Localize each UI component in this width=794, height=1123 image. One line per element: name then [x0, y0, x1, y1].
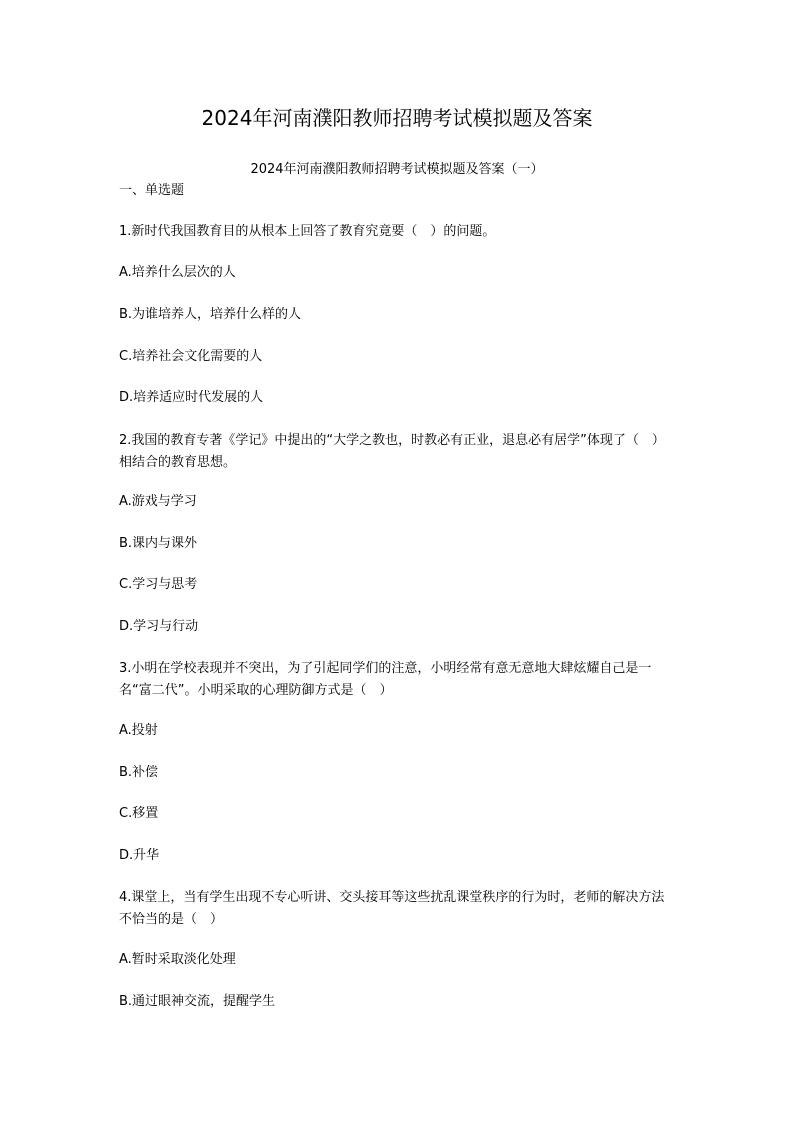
question-1-option-d: D.培养适应时代发展的人	[119, 390, 264, 405]
question-3-option-c: C.移置	[119, 806, 159, 821]
question-4-option-b: B.通过眼神交流，提醒学生	[119, 994, 276, 1009]
question-3-option-b: B.补偿	[119, 765, 159, 780]
question-1-option-b: B.为谁培养人，培养什么样的人	[119, 307, 302, 322]
question-2-option-c: C.学习与思考	[119, 577, 198, 592]
question-2-option-a: A.游戏与学习	[119, 494, 197, 509]
document-subtitle: 2024年河南濮阳教师招聘考试模拟题及答案（一）	[250, 162, 544, 177]
question-2-option-d: D.学习与行动	[119, 619, 199, 634]
document-title: 2024年河南濮阳教师招聘考试模拟题及答案	[201, 106, 593, 130]
question-2-option-b: B.课内与课外	[119, 536, 198, 551]
question-4-option-a: A.暂时采取淡化处理	[119, 952, 236, 967]
question-3-option-d: D.升华	[119, 848, 160, 863]
question-3-text: 3.小明在学校表现并不突出，为了引起同学们的注意，小明经常有意无意地大肆炫耀自己是一名“富二代”。小明采取的心理防御方式是（ ）	[119, 661, 652, 698]
question-4-text: 4.课堂上，当有学生出现不专心听讲、交头接耳等这些扰乱课堂秩序的行为时，老师的解决方法不恰当的是（ ）	[119, 890, 665, 927]
question-1-option-a: A.培养什么层次的人	[119, 265, 236, 280]
question-1-option-c: C.培养社会文化需要的人	[119, 349, 263, 364]
question-2-text: 2.我国的教育专著《学记》中提出的“大学之教也，时教必有正业，退息必有居学”体现了（ ）相结合的教育思想。	[119, 433, 665, 470]
section-heading: 一、单选题	[119, 183, 185, 198]
question-1-text: 1.新时代我国教育目的从根本上回答了教育究竟要（ ）的问题。	[119, 224, 496, 239]
question-3-option-a: A.投射	[119, 723, 158, 738]
